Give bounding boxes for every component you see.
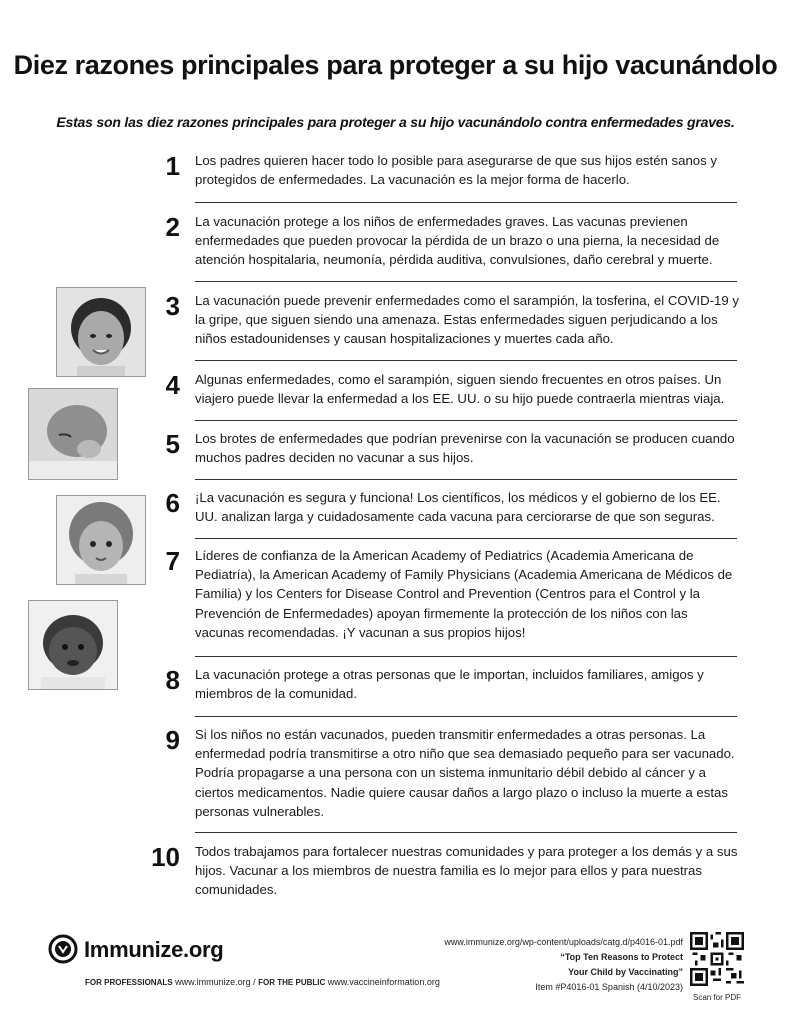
public-label: FOR THE PUBLIC [258, 978, 326, 987]
reason-number: 5 [165, 429, 180, 459]
professionals-label: FOR PROFESSIONALS [85, 978, 173, 987]
reason-number: 10 [151, 842, 180, 872]
reason-text: La vacunación protege a los niños de enfermedades graves. Las vacunas previenen enfermedades que pueden provocar la pérdida de un brazo o una pierna, la necesidad de atención hospitalaria, neumonía, pérdida auditiva, convulsiones, daño cerebral y muerte. [195, 214, 720, 268]
divider [195, 281, 737, 282]
reason-text: Si los niños no están vacunados, pueden transmitir enfermedades a otras personas. La enfermedad podría transmitirse a otro niño que sea demasiado pequeño para ser vacunado. Podría propagarse a una persona con un sistema inmunitario débil debido al cáncer y a ciertos medicamentos. Nadie quiere causar daños a largo plazo o incluso la muerte a estas personas vulnerables. [195, 727, 735, 819]
qr-code-icon[interactable] [690, 932, 744, 986]
divider [195, 716, 737, 717]
reason-number: 3 [165, 291, 180, 321]
divider [195, 832, 737, 833]
immunize-shield-icon [48, 934, 78, 964]
reason-text: Líderes de confianza de la American Academy of Pediatrics (Academia Americana de Pediatría), la American Academy of Family Physicians (Academia Americana de Médicos de Familia) y los Centers for Disease Control and Prevention (Centros para el Control y la Prevención de Enfermedades) apoyan firmemente la protección de los niños con las vacunas recomendadas. ¡Y vacunan a sus propios hijos! [195, 548, 733, 640]
page-title: Diez razones principales para proteger a su hijo vacunándolo [13, 50, 778, 80]
document-reference [383, 935, 683, 995]
pdf-url[interactable]: www.immunize.org/wp-content/uploads/catg.d/p4016-01.pdf [444, 937, 683, 947]
reason-text: La vacunación protege a otras personas que le importan, incluidos familiares, amigos y miembros de la comunidad. [195, 667, 704, 702]
reason-text: Los padres quieren hacer todo lo posible para asegurarse de que sus hijos estén sanos y protegidos de enfermedades. La vacunación es la mejor forma de hacerlo. [195, 153, 717, 188]
reason-number: 9 [165, 725, 180, 755]
reason-number: 6 [165, 488, 180, 518]
divider [195, 538, 737, 539]
page-subtitle: Estas son las diez razones principales para proteger a su hijo vacunándolo contra enfermedades graves. [56, 114, 735, 130]
reason-text: Algunas enfermedades, como el sarampión, siguen siendo frecuentes en otros países. Un viajero puede llevar la enfermedad a los EE. UU. o su hijo puede contraerla mientras viaja. [195, 372, 725, 407]
english-title-line2: Your Child by Vaccinating” [568, 967, 683, 977]
baby-photo [28, 388, 118, 480]
item-reference: Item #P4016-01 Spanish (4/10/2023) [535, 982, 683, 992]
english-title-line1: “Top Ten Reasons to Protect [560, 952, 683, 962]
divider [195, 479, 737, 480]
immunize-logo[interactable] [48, 934, 228, 970]
reason-text: ¡La vacunación es segura y funciona! Los científicos, los médicos y el gobierno de los EE. UU. analizan larga y cuidadosamente cada vacuna para cerciorarse de que son seguras. [195, 490, 721, 525]
reason-text: Todos trabajamos para fortalecer nuestras comunidades y para proteger a los demás y a sus hijos. Vacunar a los miembros de nuestra familia es lo mejor para ellos y para nuestras comunidades. [195, 844, 738, 898]
link-separator: / [253, 977, 256, 987]
divider [195, 360, 737, 361]
public-link[interactable]: www.vaccineinformation.org [327, 977, 440, 987]
reason-number: 1 [165, 151, 180, 181]
reason-text: La vacunación puede prevenir enfermedades como el sarampión, la tosferina, el COVID-19 y la gripe, que siguen siendo una amenaza. Estas enfermedades siguen perjudicando a los niños estadounidenses y causan hospitalizaciones y muertes cada año. [195, 293, 739, 347]
child-photo [56, 287, 146, 377]
qr-caption: Scan for PDF [692, 993, 741, 1002]
divider [195, 420, 737, 421]
reason-number: 8 [165, 665, 180, 695]
infant-photo [28, 600, 118, 690]
reason-text: Los brotes de enfermedades que podrían prevenirse con la vacunación se producen cuando muchos padres deciden no vacunar a sus hijos. [195, 431, 735, 466]
divider [195, 202, 737, 203]
toddler-photo [56, 495, 146, 585]
logo-text: Immunize.org [84, 937, 224, 962]
reason-number: 7 [165, 546, 180, 576]
reason-number: 2 [165, 212, 180, 242]
reason-number: 4 [165, 370, 180, 400]
professionals-link[interactable]: www.immunize.org [175, 977, 251, 987]
divider [195, 656, 737, 657]
